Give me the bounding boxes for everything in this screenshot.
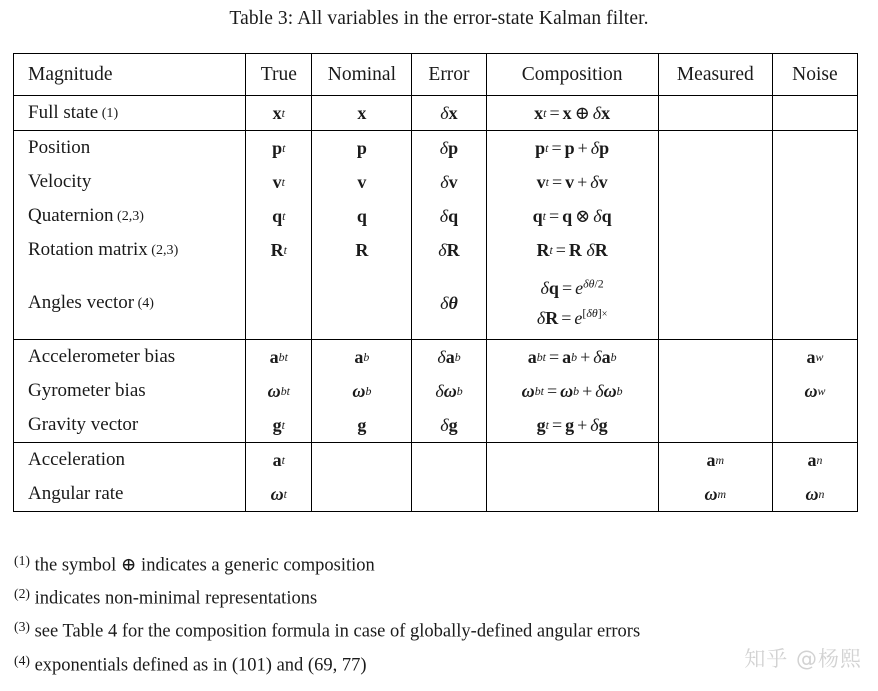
cell-error — [412, 408, 486, 443]
row-label-text: Angles vector — [28, 292, 135, 313]
cell-magnitude — [14, 96, 246, 131]
header-label-composition: Composition — [521, 63, 623, 85]
value-nominal: p — [356, 137, 367, 158]
cell-noise — [772, 443, 857, 478]
value-composition: g t = g + δ g — [536, 414, 608, 435]
cell-measured — [658, 96, 772, 131]
row-label-text: Rotation matrix — [28, 239, 148, 260]
cell-true — [246, 131, 312, 166]
cell-measured — [658, 267, 772, 340]
table-row — [14, 267, 858, 340]
cell-measured — [658, 131, 772, 166]
header-cell-error — [412, 54, 486, 96]
value-measured — [659, 96, 772, 130]
footnote-1 — [14, 547, 864, 580]
value-measured — [659, 267, 772, 339]
cell-composition — [486, 443, 658, 478]
cell-error — [412, 96, 486, 131]
value-noise — [773, 408, 857, 442]
cell-nominal — [312, 199, 412, 233]
value-measured — [659, 340, 772, 374]
value-measured — [659, 165, 772, 199]
cell-noise — [772, 374, 857, 408]
cell-error — [412, 374, 486, 408]
value-noise: ω w — [804, 380, 826, 401]
value-nominal — [312, 267, 411, 339]
header-cell-composition — [486, 54, 658, 96]
value-nominal: g — [357, 414, 367, 435]
header-label-nominal: Nominal — [327, 63, 397, 85]
value-measured — [659, 199, 772, 233]
value-nominal — [312, 477, 411, 511]
value-noise — [773, 96, 857, 130]
cell-noise — [772, 408, 857, 443]
value-composition: R t = R δ R — [536, 239, 608, 260]
header-label-magnitude: Magnitude — [28, 63, 113, 85]
footnote-text: see Table 4 for the composition formula in case of globally-defined angular errors — [34, 622, 641, 643]
value-error: δ x — [440, 102, 458, 123]
cell-composition — [486, 340, 658, 375]
table-row — [14, 443, 858, 478]
row-label: Acceleration — [28, 449, 126, 470]
value-measured — [659, 233, 772, 267]
table-row — [14, 477, 858, 512]
row-label: Velocity — [28, 171, 92, 192]
cell-noise — [772, 340, 857, 375]
value-nominal: v — [357, 171, 367, 192]
value-true: v t — [272, 171, 285, 192]
cell-nominal — [312, 267, 412, 340]
cell-noise — [772, 131, 857, 166]
cell-composition — [486, 131, 658, 166]
value-nominal: ω b — [352, 380, 372, 401]
cell-measured — [658, 233, 772, 267]
cell-nominal — [312, 165, 412, 199]
value-composition: ω bt = ω b + δ ω b — [521, 380, 623, 401]
table-header-row — [14, 54, 858, 96]
value-noise: ω n — [805, 483, 825, 504]
value-error: δ ω b — [435, 380, 463, 401]
value-error: δ g — [440, 414, 458, 435]
cell-true — [246, 199, 312, 233]
value-noise: a w — [806, 346, 824, 367]
value-composition: x t = x ⊕ δ x — [534, 102, 611, 123]
value-true: g t — [272, 414, 285, 435]
cell-measured — [658, 165, 772, 199]
footnotes-list — [14, 547, 864, 680]
value-noise — [773, 199, 857, 233]
row-label: Position — [28, 137, 91, 158]
zhihu-watermark: 知乎 @杨熙 — [744, 647, 862, 671]
value-measured: ω m — [704, 483, 727, 504]
cell-measured — [658, 443, 772, 478]
cell-magnitude — [14, 267, 246, 340]
header-cell-measured — [658, 54, 772, 96]
value-nominal: q — [356, 205, 367, 226]
header-cell-magnitude — [14, 54, 246, 96]
value-true: ω bt — [267, 380, 290, 401]
cell-noise — [772, 477, 857, 512]
cell-nominal — [312, 443, 412, 478]
cell-measured — [658, 199, 772, 233]
cell-nominal — [312, 477, 412, 512]
cell-measured — [658, 374, 772, 408]
footnote-ref: (2,3) — [113, 207, 144, 224]
cell-magnitude — [14, 340, 246, 375]
value-noise — [773, 267, 857, 339]
value-true: R t — [270, 239, 287, 260]
header-cell-nominal — [312, 54, 412, 96]
value-true — [246, 267, 311, 339]
table-caption: Table 3: All variables in the error-state Kalman filter. — [229, 8, 649, 29]
cell-true — [246, 96, 312, 131]
value-error: δ p — [439, 137, 459, 158]
footnote-text: the symbol ⊕ indicates a generic composition — [34, 555, 375, 576]
value-measured — [659, 374, 772, 408]
cell-noise — [772, 199, 857, 233]
table-row — [14, 374, 858, 408]
composition-formula-dR: $\delta R = e^{[\delta\theta]\times}$ — [536, 305, 608, 328]
cell-error — [412, 267, 486, 340]
value-true: a bt — [269, 346, 288, 367]
footnote-ref: (2,3) — [147, 241, 179, 258]
table-row — [14, 199, 858, 233]
cell-magnitude — [14, 374, 246, 408]
table-row — [14, 96, 858, 131]
header-label-measured: Measured — [676, 63, 754, 85]
value-composition — [487, 267, 658, 339]
footnote-text: indicates non-minimal representations — [34, 588, 318, 609]
value-nominal: R — [355, 239, 369, 260]
row-label — [14, 233, 245, 267]
table-row — [14, 408, 858, 443]
value-error — [412, 477, 485, 511]
value-measured — [659, 131, 772, 165]
cell-error — [412, 131, 486, 166]
value-true: p t — [272, 137, 286, 158]
cell-magnitude — [14, 199, 246, 233]
cell-magnitude — [14, 131, 246, 166]
value-true: q t — [272, 205, 286, 226]
footnote-3 — [14, 613, 864, 646]
cell-true — [246, 165, 312, 199]
value-nominal: a b — [354, 346, 370, 367]
cell-measured — [658, 340, 772, 375]
cell-magnitude — [14, 165, 246, 199]
footnote-ref: (4) — [134, 294, 154, 311]
value-true: ω t — [270, 483, 287, 504]
cell-nominal — [312, 131, 412, 166]
footnote-ref: (1) — [98, 104, 119, 121]
cell-nominal — [312, 374, 412, 408]
row-label-text: Full state — [28, 102, 99, 123]
row-label — [14, 267, 245, 339]
value-noise — [773, 131, 857, 165]
cell-error — [412, 165, 486, 199]
kalman-variables-table — [13, 53, 858, 512]
value-noise — [773, 165, 857, 199]
value-composition: p t = p + δ p — [535, 137, 610, 158]
row-label: Angular rate — [28, 483, 124, 504]
cell-composition — [486, 233, 658, 267]
row-label: Gyrometer bias — [28, 380, 146, 401]
cell-true — [246, 340, 312, 375]
value-measured — [659, 408, 772, 442]
header-cell-true — [246, 54, 312, 96]
cell-composition — [486, 267, 658, 340]
cell-nominal — [312, 233, 412, 267]
cell-composition — [486, 96, 658, 131]
value-true: a t — [272, 449, 285, 470]
footnote-marker: (2) — [14, 586, 30, 602]
cell-error — [412, 199, 486, 233]
row-label-text: Quaternion — [28, 205, 114, 226]
composition-formula-dq: $\delta q = e^{\delta\theta/2}$ — [540, 275, 604, 298]
footnote-2 — [14, 580, 864, 613]
value-error: δ R — [438, 239, 460, 260]
value-error: δ q — [439, 205, 459, 226]
value-composition — [487, 443, 658, 477]
cell-true — [246, 233, 312, 267]
value-noise: a n — [807, 449, 823, 470]
value-composition: v t = v + δ v — [536, 171, 608, 192]
footnote-marker: (1) — [14, 553, 30, 568]
cell-true — [246, 477, 312, 512]
cell-nominal — [312, 96, 412, 131]
value-measured: a m — [706, 449, 725, 470]
value-composition: q t = q ⊗ δ q — [532, 205, 612, 226]
cell-noise — [772, 165, 857, 199]
cell-nominal — [312, 408, 412, 443]
cell-true — [246, 443, 312, 478]
cell-magnitude — [14, 233, 246, 267]
cell-noise — [772, 96, 857, 131]
cell-composition — [486, 374, 658, 408]
cell-magnitude — [14, 477, 246, 512]
cell-measured — [658, 477, 772, 512]
cell-composition — [486, 408, 658, 443]
cell-measured — [658, 408, 772, 443]
table-row — [14, 233, 858, 267]
cell-noise — [772, 267, 857, 340]
header-label-true: True — [260, 63, 297, 85]
cell-composition — [486, 199, 658, 233]
footnote-marker: (4) — [14, 652, 30, 668]
cell-nominal — [312, 340, 412, 375]
table-row — [14, 340, 858, 375]
table-row — [14, 165, 858, 199]
value-noise — [773, 233, 857, 267]
value-error — [412, 443, 485, 477]
cell-magnitude — [14, 408, 246, 443]
value-error: δ a b — [437, 346, 461, 367]
cell-error — [412, 340, 486, 375]
cell-composition — [486, 165, 658, 199]
row-label: Gravity vector — [28, 414, 139, 435]
cell-error — [412, 443, 486, 478]
header-label-noise: Noise — [792, 63, 838, 85]
cell-magnitude — [14, 443, 246, 478]
header-label-error: Error — [428, 63, 470, 85]
value-true: x t — [272, 102, 285, 123]
footnote-text: exponentials defined as in (101) and (69, 77) — [34, 655, 367, 676]
header-cell-noise — [772, 54, 857, 96]
footnote-4 — [14, 647, 864, 680]
cell-composition — [486, 477, 658, 512]
value-error: δ θ — [440, 292, 458, 313]
cell-error — [412, 233, 486, 267]
value-nominal: x — [357, 102, 367, 123]
value-composition — [487, 477, 658, 511]
cell-noise — [772, 233, 857, 267]
row-label — [14, 199, 245, 233]
cell-true — [246, 408, 312, 443]
value-composition: a bt = a b + δ a b — [527, 346, 617, 367]
value-nominal — [312, 443, 411, 477]
cell-true — [246, 374, 312, 408]
cell-true — [246, 267, 312, 340]
table-row — [14, 131, 858, 166]
row-label: Accelerometer bias — [28, 346, 176, 367]
value-error: δ v — [440, 171, 458, 192]
footnote-marker: (3) — [14, 619, 30, 635]
row-label — [14, 96, 245, 130]
cell-error — [412, 477, 486, 512]
